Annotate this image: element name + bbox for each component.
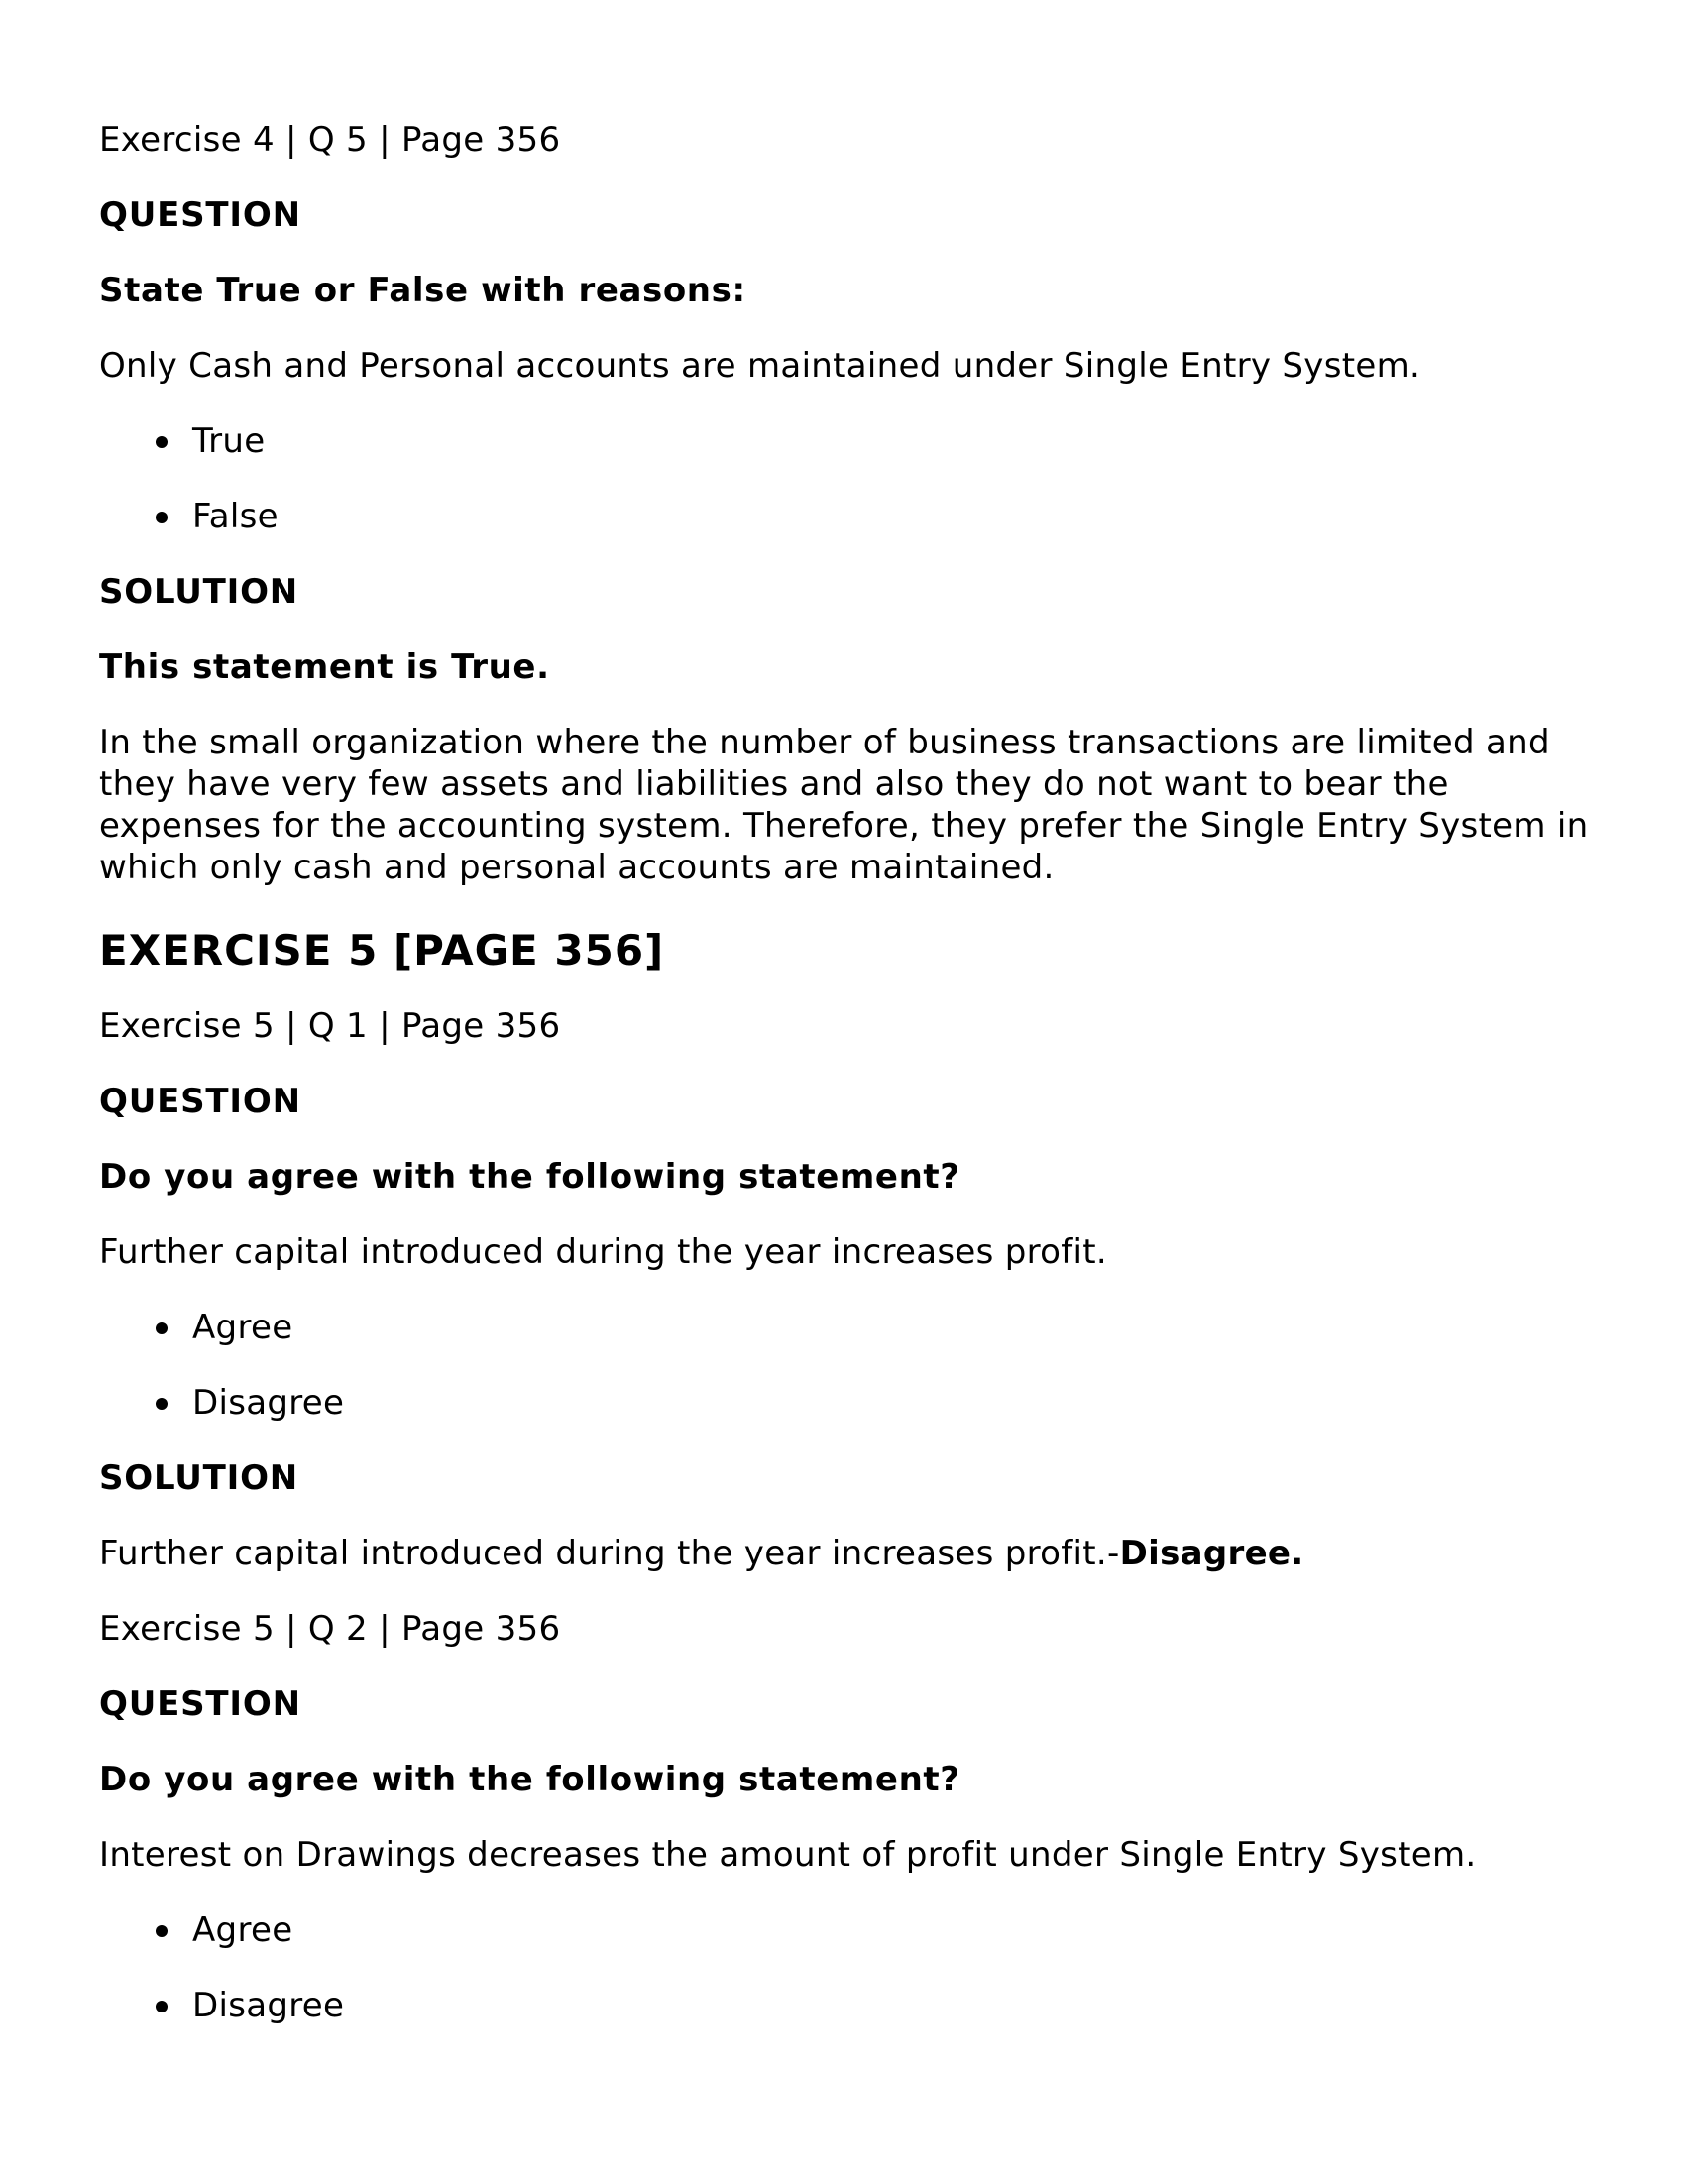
bullet-icon [156,1398,168,1410]
question-title: State True or False with reasons: [99,271,746,310]
solution-label: SOLUTION [99,1458,299,1498]
option-item [99,1909,1606,1951]
question-title: Do you agree with the following statement? [99,1760,960,1799]
section-heading: EXERCISE 5 [PAGE 356] [99,926,665,975]
solution-statement: Further capital introduced during the year increases profit.- [99,1534,1120,1573]
question-label: QUESTION [99,1684,301,1724]
option-item [99,420,1606,462]
solution-answer: Disagree. [1119,1534,1304,1573]
option-label: False [192,497,279,536]
question-meta: Exercise 4 | Q 5 | Page 356 [99,120,561,160]
question-label: QUESTION [99,1082,301,1121]
option-item [99,1382,1606,1424]
question-label: QUESTION [99,195,301,235]
solution-heading: This statement is True. [99,647,550,687]
option-label: True [192,421,266,461]
option-item [99,1307,1606,1348]
option-item [99,1985,1606,2026]
solution-text: In the small organization where the number of business transactions are limited and they have very few assets and liabilities and also they do not want to bear the expenses for the accounting system. Therefore, they prefer the Single Entry System in which only cash and personal accounts are maintained. [99,723,1589,887]
question-statement: Only Cash and Personal accounts are maintained under Single Entry System. [99,346,1421,386]
question-meta: Exercise 5 | Q 1 | Page 356 [99,1006,561,1046]
bullet-icon [156,1322,168,1334]
bullet-icon [156,2001,168,2012]
option-list [99,1909,1606,2026]
bullet-icon [156,512,168,523]
option-label: Disagree [192,1383,345,1423]
option-label: Agree [192,1910,293,1950]
bullet-icon [156,1925,168,1937]
question-title: Do you agree with the following statement? [99,1157,960,1197]
option-item [99,496,1606,537]
option-list [99,420,1606,537]
document-page [99,119,1606,2060]
solution-label: SOLUTION [99,572,299,612]
solution-text [99,1533,1606,1574]
option-label: Disagree [192,1986,345,2025]
bullet-icon [156,436,168,448]
option-label: Agree [192,1308,293,1347]
question-statement: Interest on Drawings decreases the amount of profit under Single Entry System. [99,1835,1477,1875]
question-statement: Further capital introduced during the year increases profit. [99,1232,1108,1272]
question-meta: Exercise 5 | Q 2 | Page 356 [99,1609,561,1649]
option-list [99,1307,1606,1424]
